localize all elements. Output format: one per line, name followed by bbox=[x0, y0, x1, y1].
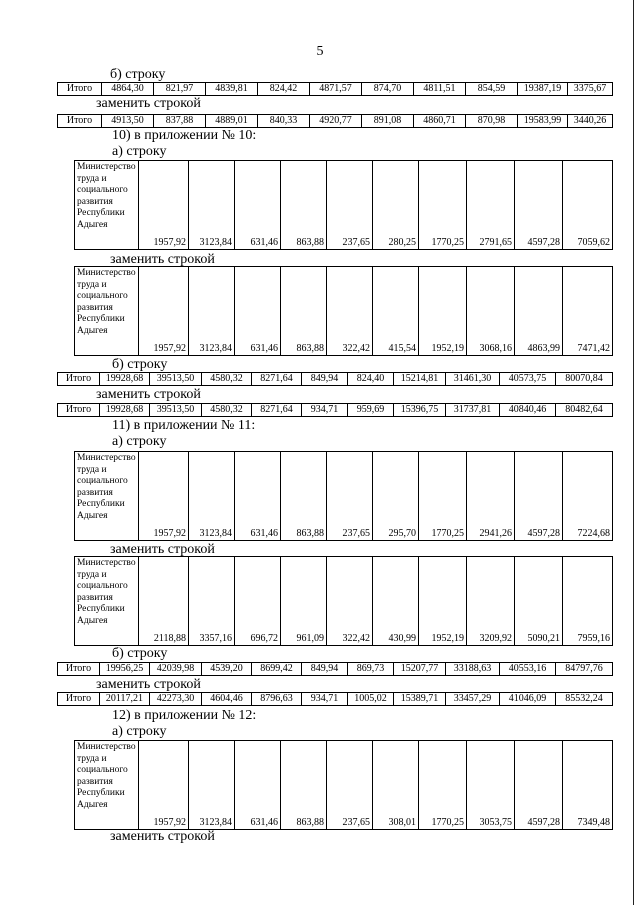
block-label: заменить строкой bbox=[110, 829, 215, 844]
block-label: заменить строкой bbox=[110, 542, 215, 557]
value-cell: 5090,21 bbox=[515, 557, 563, 646]
section-heading: 10) в приложении № 10: bbox=[112, 128, 257, 143]
value-cell: 8796,63 bbox=[252, 693, 302, 706]
section-heading: 12) в приложении № 12: bbox=[112, 708, 257, 723]
value-cell: 849,94 bbox=[302, 373, 348, 386]
value-cell: 7959,16 bbox=[563, 557, 613, 646]
value-cell: 934,71 bbox=[302, 693, 348, 706]
value-cell: 42273,30 bbox=[150, 693, 202, 706]
value-cell: 31737,81 bbox=[446, 404, 500, 417]
value-cell: 4864,30 bbox=[102, 83, 154, 96]
total-table bbox=[57, 114, 613, 128]
total-table bbox=[57, 372, 613, 386]
value-cell: 3375,67 bbox=[568, 83, 613, 96]
value-cell: 1770,25 bbox=[419, 741, 467, 830]
value-cell: 15214,81 bbox=[394, 373, 446, 386]
value-cell: 874,70 bbox=[362, 83, 414, 96]
value-cell: 295,70 bbox=[373, 452, 419, 541]
value-cell: 8271,64 bbox=[252, 404, 302, 417]
value-cell: 863,88 bbox=[281, 741, 327, 830]
value-cell: 84797,76 bbox=[556, 663, 613, 676]
value-cell: 631,46 bbox=[235, 161, 281, 250]
value-cell: 4839,81 bbox=[206, 83, 258, 96]
page-number: 5 bbox=[316, 44, 324, 59]
table-row bbox=[58, 373, 613, 386]
value-cell: 8271,64 bbox=[252, 373, 302, 386]
block-label: б) строку bbox=[112, 357, 168, 372]
table-row bbox=[58, 83, 613, 96]
value-cell: 4889,01 bbox=[206, 115, 258, 128]
value-cell: 4604,46 bbox=[202, 693, 252, 706]
value-cell: 7349,48 bbox=[563, 741, 613, 830]
value-cell: 1952,19 bbox=[419, 557, 467, 646]
table-row bbox=[75, 267, 613, 356]
value-cell: 430,99 bbox=[373, 557, 419, 646]
value-cell: 237,65 bbox=[327, 452, 373, 541]
block-label: заменить строкой bbox=[96, 96, 201, 111]
value-cell: 1957,92 bbox=[139, 452, 189, 541]
value-cell: 863,88 bbox=[281, 267, 327, 356]
row-name-cell: Итого bbox=[58, 404, 100, 417]
value-cell: 2118,88 bbox=[139, 557, 189, 646]
ministry-table bbox=[74, 160, 613, 250]
value-cell: 863,88 bbox=[281, 452, 327, 541]
value-cell: 31461,30 bbox=[446, 373, 500, 386]
value-cell: 85532,24 bbox=[556, 693, 613, 706]
row-name-cell: Министерство труда и социального развития Республики Адыгея bbox=[75, 267, 139, 356]
value-cell: 4580,32 bbox=[202, 404, 252, 417]
value-cell: 4860,71 bbox=[414, 115, 466, 128]
block-label: а) строку bbox=[112, 144, 167, 159]
value-cell: 631,46 bbox=[235, 452, 281, 541]
value-cell: 959,69 bbox=[348, 404, 394, 417]
value-cell: 1770,25 bbox=[419, 452, 467, 541]
value-cell: 42039,98 bbox=[150, 663, 202, 676]
value-cell: 39513,50 bbox=[150, 404, 202, 417]
block-label: б) строку bbox=[112, 646, 168, 661]
row-name-cell: Итого bbox=[58, 663, 100, 676]
value-cell: 1005,02 bbox=[348, 693, 394, 706]
row-name-cell: Итого bbox=[58, 373, 100, 386]
value-cell: 696,72 bbox=[235, 557, 281, 646]
value-cell: 4920,77 bbox=[310, 115, 362, 128]
total-table bbox=[57, 82, 613, 96]
block-label: б) строку bbox=[110, 67, 166, 82]
value-cell: 80070,84 bbox=[556, 373, 613, 386]
block-label: а) строку bbox=[112, 434, 167, 449]
value-cell: 237,65 bbox=[327, 741, 373, 830]
ministry-table bbox=[74, 266, 613, 356]
value-cell: 824,42 bbox=[258, 83, 310, 96]
value-cell: 80482,64 bbox=[556, 404, 613, 417]
value-cell: 33457,29 bbox=[446, 693, 500, 706]
value-cell: 40553,16 bbox=[500, 663, 556, 676]
table-row bbox=[75, 741, 613, 830]
value-cell: 869,73 bbox=[348, 663, 394, 676]
value-cell: 3068,16 bbox=[467, 267, 515, 356]
value-cell: 39513,50 bbox=[150, 373, 202, 386]
total-table bbox=[57, 662, 613, 676]
value-cell: 4597,28 bbox=[515, 161, 563, 250]
value-cell: 19583,99 bbox=[518, 115, 568, 128]
value-cell: 1957,92 bbox=[139, 741, 189, 830]
value-cell: 20117,21 bbox=[100, 693, 150, 706]
value-cell: 2791,65 bbox=[467, 161, 515, 250]
row-name-cell: Итого bbox=[58, 83, 102, 96]
row-name-cell: Министерство труда и социального развития Республики Адыгея bbox=[75, 741, 139, 830]
value-cell: 3440,26 bbox=[568, 115, 613, 128]
value-cell: 854,59 bbox=[466, 83, 518, 96]
value-cell: 849,94 bbox=[302, 663, 348, 676]
value-cell: 821,97 bbox=[154, 83, 206, 96]
page-border bbox=[633, 0, 634, 905]
row-name-cell: Министерство труда и социального развития Республики Адыгея bbox=[75, 452, 139, 541]
value-cell: 322,42 bbox=[327, 267, 373, 356]
value-cell: 4539,20 bbox=[202, 663, 252, 676]
row-name-cell: Министерство труда и социального развития Республики Адыгея bbox=[75, 161, 139, 250]
value-cell: 40840,46 bbox=[500, 404, 556, 417]
value-cell: 631,46 bbox=[235, 741, 281, 830]
block-label: заменить строкой bbox=[96, 387, 201, 402]
value-cell: 280,25 bbox=[373, 161, 419, 250]
value-cell: 4580,32 bbox=[202, 373, 252, 386]
value-cell: 15207,77 bbox=[394, 663, 446, 676]
total-table bbox=[57, 403, 613, 417]
value-cell: 3053,75 bbox=[467, 741, 515, 830]
value-cell: 19928,68 bbox=[100, 373, 150, 386]
value-cell: 322,42 bbox=[327, 557, 373, 646]
value-cell: 934,71 bbox=[302, 404, 348, 417]
value-cell: 41046,09 bbox=[500, 693, 556, 706]
value-cell: 840,33 bbox=[258, 115, 310, 128]
value-cell: 4597,28 bbox=[515, 452, 563, 541]
value-cell: 1952,19 bbox=[419, 267, 467, 356]
total-table bbox=[57, 692, 613, 706]
ministry-table bbox=[74, 556, 613, 646]
value-cell: 870,98 bbox=[466, 115, 518, 128]
value-cell: 19956,25 bbox=[100, 663, 150, 676]
value-cell: 3123,84 bbox=[189, 452, 235, 541]
value-cell: 2941,26 bbox=[467, 452, 515, 541]
value-cell: 19928,68 bbox=[100, 404, 150, 417]
value-cell: 40573,75 bbox=[500, 373, 556, 386]
value-cell: 15389,71 bbox=[394, 693, 446, 706]
value-cell: 4863,99 bbox=[515, 267, 563, 356]
table-row bbox=[58, 115, 613, 128]
table-row bbox=[75, 452, 613, 541]
value-cell: 8699,42 bbox=[252, 663, 302, 676]
row-name-cell: Итого bbox=[58, 115, 102, 128]
value-cell: 1957,92 bbox=[139, 161, 189, 250]
value-cell: 3357,16 bbox=[189, 557, 235, 646]
table-row bbox=[75, 161, 613, 250]
ministry-table bbox=[74, 740, 613, 830]
value-cell: 415,54 bbox=[373, 267, 419, 356]
value-cell: 3123,84 bbox=[189, 267, 235, 356]
row-name-cell: Итого bbox=[58, 693, 100, 706]
section-heading: 11) в приложении № 11: bbox=[112, 418, 256, 433]
value-cell: 863,88 bbox=[281, 161, 327, 250]
value-cell: 631,46 bbox=[235, 267, 281, 356]
value-cell: 7059,62 bbox=[563, 161, 613, 250]
value-cell: 3123,84 bbox=[189, 741, 235, 830]
value-cell: 1957,92 bbox=[139, 267, 189, 356]
value-cell: 15396,75 bbox=[394, 404, 446, 417]
value-cell: 308,01 bbox=[373, 741, 419, 830]
value-cell: 1770,25 bbox=[419, 161, 467, 250]
value-cell: 4871,57 bbox=[310, 83, 362, 96]
value-cell: 237,65 bbox=[327, 161, 373, 250]
ministry-table bbox=[74, 451, 613, 541]
table-row bbox=[58, 404, 613, 417]
value-cell: 891,08 bbox=[362, 115, 414, 128]
value-cell: 7224,68 bbox=[563, 452, 613, 541]
value-cell: 4597,28 bbox=[515, 741, 563, 830]
value-cell: 7471,42 bbox=[563, 267, 613, 356]
value-cell: 3123,84 bbox=[189, 161, 235, 250]
value-cell: 837,88 bbox=[154, 115, 206, 128]
value-cell: 33188,63 bbox=[446, 663, 500, 676]
value-cell: 961,09 bbox=[281, 557, 327, 646]
table-row bbox=[58, 663, 613, 676]
value-cell: 824,40 bbox=[348, 373, 394, 386]
block-label: заменить строкой bbox=[110, 252, 215, 267]
value-cell: 4811,51 bbox=[414, 83, 466, 96]
table-row bbox=[58, 693, 613, 706]
block-label: заменить строкой bbox=[96, 677, 201, 692]
row-name-cell: Министерство труда и социального развития Республики Адыгея bbox=[75, 557, 139, 646]
table-row bbox=[75, 557, 613, 646]
value-cell: 3209,92 bbox=[467, 557, 515, 646]
value-cell: 19387,19 bbox=[518, 83, 568, 96]
value-cell: 4913,50 bbox=[102, 115, 154, 128]
block-label: а) строку bbox=[112, 724, 167, 739]
